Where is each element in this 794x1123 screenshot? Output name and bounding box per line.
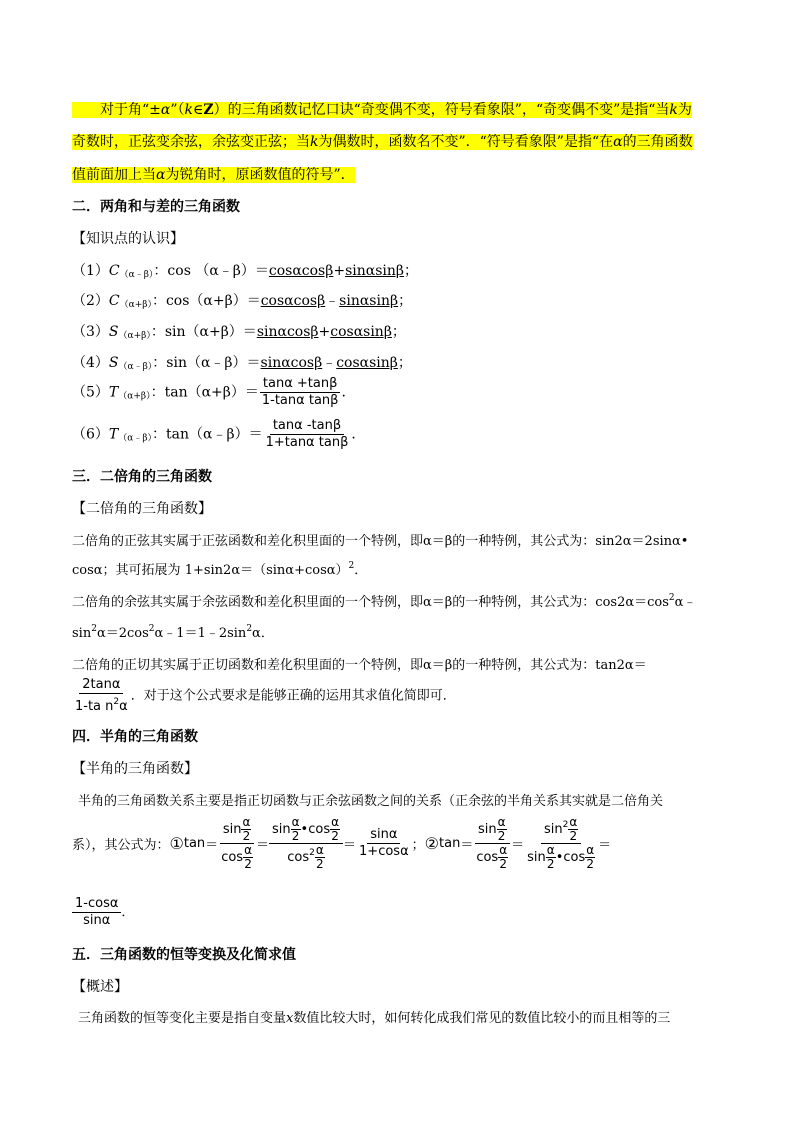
section-5-subheading: 【概述】: [72, 979, 128, 995]
intro-text: ∈: [193, 102, 204, 118]
section-5-heading: 五．三角函数的恒等变换及化简求值: [72, 947, 296, 963]
s4-formula-tail: $\frac{1-\cos\alpha}{\sin\alpha}$ ．: [72, 896, 134, 929]
s3-paragraph-1-line-2: cosα；其可拓展为 $1+\sin 2\alpha=(\sin\alpha+\cos\alpha)^2$．: [72, 561, 368, 578]
z-symbol: Z: [203, 102, 214, 118]
section-4-heading: 四．半角的三角函数: [72, 729, 198, 745]
fraction: $\frac{\tan\alpha -\tan\beta}{\text{1+tanα tanβ}}$: [265, 418, 349, 450]
circled-number: ①: [169, 834, 184, 853]
intro-text: ）的三角函数记忆口诀“奇变偶不变，符号看象限”，“奇变偶不变”是指“当: [213, 102, 670, 118]
fraction: sin $\frac{\alpha}{2}$ cos $\frac{\alpha}{2}$: [473, 816, 511, 871]
fraction: sin $\frac{\alpha}{2}$ cos $\frac{\alpha}{2}$: [218, 816, 256, 871]
alpha-symbol: α: [613, 134, 623, 150]
intro-line-1: [72, 99, 692, 119]
intro-line-2: [72, 131, 693, 151]
fraction: $\sin^2$ $\frac{\alpha}{2}$ sin $\frac{\alpha}{2}$ •cos $\frac{\alpha}{2}$: [527, 815, 595, 871]
section-2-heading: 二．两角和与差的三角函数: [72, 199, 240, 215]
alpha-symbol: α: [156, 167, 166, 183]
section-3-heading: 三．二倍角的三角函数: [72, 469, 212, 485]
formula-6: $(6)T_{(\alpha﹣\beta)}$：tan（α﹣β）＝ $\frac{\tan\alpha -\tan\beta}{\text{1+tanα tanβ}}$ ．: [72, 418, 366, 450]
section-3-subheading: 【二倍角的三角函数】: [72, 501, 212, 517]
s3-paragraph-1-line-1: 二倍角的正弦其实属于正弦函数和差化积里面的一个特例，即α＝β的一种特例，其公式为：sin2α＝2sinα•: [72, 534, 689, 549]
formula-5: $(5)T_{(\alpha+\beta)}$：tan（α+β）＝ $\frac{\tan\alpha +\tan\beta}{\text{1-tanα tanβ}}$ ．: [72, 376, 356, 408]
intro-text: 为偶数时，函数名不变”．“符号看象限”是指“在: [318, 134, 614, 150]
s3-paragraph-3-line-1: 二倍角的正切其实属于正切函数和差化积里面的一个特例，即α＝β的一种特例，其公式为：tan2α＝: [72, 658, 647, 673]
formula-3: $(3)S_{(\alpha+\beta)}$：sin（α+β）＝sinαcosβ+cosαsinβ；: [72, 324, 406, 341]
intro-text: 奇数时，正弦变余弦，余弦变正弦；当: [72, 134, 310, 150]
formula-1: $(1)C_{(\alpha﹣\beta)}$：cos （α﹣β）＝cosαcosβ+sinαsinβ；: [72, 263, 418, 280]
intro-text: 为: [677, 102, 692, 118]
s4-formula-row: 系），其公式为： ① tan ＝ sin $\frac{\alpha}{2}$ cos $\frac{\alpha}{2}$ ＝ sin $\frac{\alpha}{2}$ •cos $\frac{\alpha}{2}$ $\cos^2$ $\frac{\alpha}{2}$ ＝ $\frac{\sin\alpha}{1+\cos\alpha}$ ； ② tan ＝ sin $\frac{\alpha}{2}$ cos $\frac{\alpha}{2}$ ＝ $\sin^2$ $\frac{\alpha}{2}$ sin $\frac{\alpha}{2}$ •cos $\frac{\alpha}{2}$ ＝: [72, 815, 612, 871]
intro-text: ”（: [170, 102, 185, 118]
intro-line-3: [72, 164, 355, 184]
fraction: $\frac{\sin\alpha}{1+\cos\alpha}$: [359, 827, 409, 859]
intro-text: 值前面加上当: [72, 167, 156, 183]
formula-2: $(2)C_{(\alpha+\beta)}$：cos（α+β）＝cosαcosβ﹣sinαsinβ；: [72, 293, 413, 310]
fraction: $\frac{2\tan\alpha}{1-ta n^2\alpha}$: [75, 677, 128, 714]
intro-text: 对于角“±: [100, 102, 161, 118]
k-symbol: k: [669, 102, 678, 118]
s3-paragraph-3-line-2: $\frac{2\tan\alpha}{1-ta n^2\alpha}$ ．对于这个公式要求是能够正确的运用其求值化简即可．: [72, 677, 456, 715]
s5-paragraph-line-1: 三角函数的恒等变化主要是指自变量x数值比较大时，如何转化成我们常见的数值比较小的而且相等的三: [78, 1011, 671, 1026]
alpha-symbol: α: [160, 102, 171, 118]
s3-paragraph-2-line-2: $\sin^2\alpha=2\cos^2\alpha﹣1=1﹣2\sin^2\alpha$．: [72, 624, 274, 641]
fraction: $\frac{1-\cos\alpha}{\sin\alpha}$: [72, 896, 121, 929]
s3-paragraph-2-line-1: 二倍角的余弦其实属于余弦函数和差化积里面的一个特例，即α＝β的一种特例，其公式为：$\cos 2\alpha=\cos^2\alpha﹣$: [72, 593, 697, 610]
s4-paragraph-line-1: 半角的三角函数关系主要是指正切函数与正余弦函数之间的关系（正余弦的半角关系其实就是二倍角关: [78, 794, 664, 809]
formula-4: $(4)S_{(\alpha﹣\beta)}$：sin（α﹣β）＝sinαcosβ﹣cosαsinβ；: [72, 355, 412, 372]
k-symbol: k: [184, 102, 194, 118]
fraction: $\frac{\tan\alpha +\tan\beta}{\text{1-tanα tanβ}}$: [261, 376, 339, 408]
intro-text: 为锐角时，原函数值的符号”．: [165, 167, 355, 183]
intro-text: 的三角函数: [622, 134, 693, 150]
fraction: sin $\frac{\alpha}{2}$ •cos $\frac{\alpha}{2}$ $\cos^2$ $\frac{\alpha}{2}$: [269, 816, 343, 871]
k-symbol: k: [310, 134, 319, 150]
circled-number: ②: [424, 834, 439, 853]
section-2-subheading: 【知识点的认识】: [72, 231, 184, 247]
section-4-subheading: 【半角的三角函数】: [72, 761, 198, 777]
